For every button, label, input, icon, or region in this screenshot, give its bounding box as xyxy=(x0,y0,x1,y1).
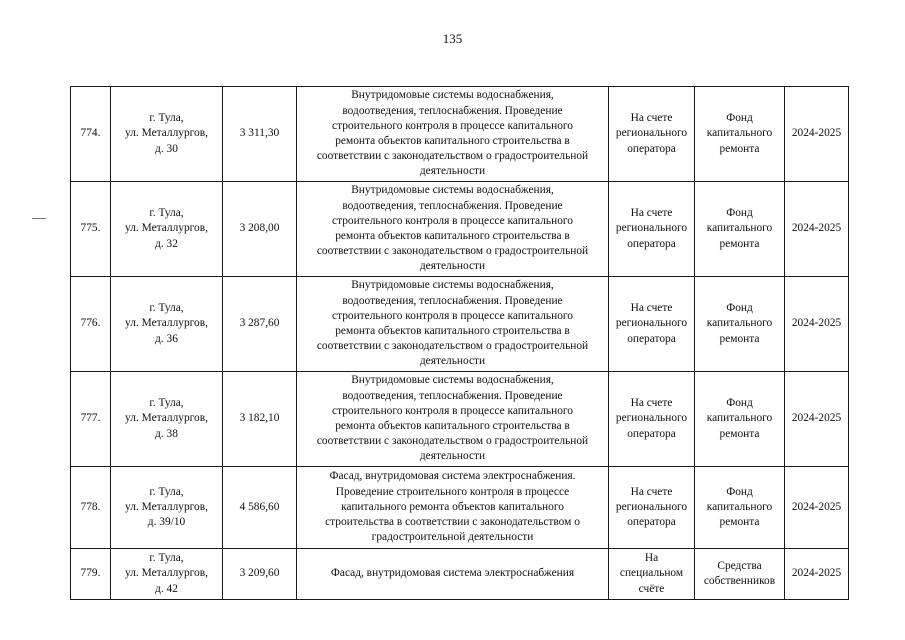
account-line: оператора xyxy=(627,516,676,529)
works-cell xyxy=(297,182,609,277)
works-line: Внутридомовые системы водоснабжения, xyxy=(351,89,554,102)
address-line: г. Тула, xyxy=(149,397,184,410)
account-cell xyxy=(609,372,695,467)
table-row xyxy=(71,277,849,372)
account-line: оператора xyxy=(627,142,676,155)
account-line: На счете xyxy=(630,207,673,220)
area-cell: 3 311,30 xyxy=(223,87,297,182)
address-cell xyxy=(111,549,223,600)
period-cell: 2024-2025 xyxy=(785,549,849,600)
row-number: 779. xyxy=(71,549,111,600)
capital-repair-table xyxy=(70,86,849,600)
address-line: г. Тула, xyxy=(149,552,184,565)
account-line: оператора xyxy=(627,427,676,440)
account-cell xyxy=(609,467,695,549)
period-cell: 2024-2025 xyxy=(785,182,849,277)
works-line: водоотведения, теплоснабжения. Проведение xyxy=(342,389,563,402)
account-cell xyxy=(609,549,695,600)
works-line: деятельности xyxy=(419,355,486,368)
address-line: д. 38 xyxy=(155,427,178,440)
works-line: соответствии с законодательством о градостроительной xyxy=(316,150,589,163)
period-cell: 2024-2025 xyxy=(785,467,849,549)
table-row xyxy=(71,87,849,182)
address-cell xyxy=(111,372,223,467)
works-line: ремонта объектов капитального строительства в xyxy=(335,230,570,242)
address-line: г. Тула, xyxy=(149,302,184,315)
row-number: 778. xyxy=(71,467,111,549)
source-line: Средства xyxy=(717,559,762,572)
works-line: Внутридомовые системы водоснабжения, xyxy=(351,279,554,292)
table-row xyxy=(71,372,849,467)
account-line: регионального xyxy=(615,127,688,140)
address-line: ул. Металлургов, xyxy=(125,500,208,513)
account-line: регионального xyxy=(615,500,688,513)
address-cell xyxy=(111,467,223,549)
source-line: ремонта xyxy=(719,332,760,345)
address-line: ул. Металлургов, xyxy=(125,127,208,140)
account-line: специальном xyxy=(619,567,684,580)
source-line: капитального xyxy=(706,500,773,513)
table-row xyxy=(71,549,849,600)
works-line: капитального ремонта объектов капитального xyxy=(341,500,564,513)
source-line: Фонд xyxy=(726,485,753,498)
works-line: деятельности xyxy=(419,260,486,273)
works-line: Внутридомовые системы водоснабжения, xyxy=(351,184,554,197)
works-line: водоотведения, теплоснабжения. Проведение xyxy=(342,294,563,307)
address-line: д. 32 xyxy=(155,237,178,250)
page-number: 135 xyxy=(442,31,463,46)
source-line: капитального xyxy=(706,412,773,425)
row-number: 776. xyxy=(71,277,111,372)
account-line: На счете xyxy=(630,112,673,125)
account-line: регионального xyxy=(615,222,688,235)
source-line: Фонд xyxy=(726,397,753,410)
works-line: градостроительной деятельности xyxy=(371,531,534,544)
source-cell xyxy=(695,277,785,372)
works-line: ремонта объектов капитального строительства в xyxy=(335,135,570,147)
address-line: д. 42 xyxy=(155,582,178,595)
works-line: соответствии с законодательством о градостроительной xyxy=(316,340,589,353)
source-line: ремонта xyxy=(719,237,760,250)
source-line: ремонта xyxy=(719,516,760,529)
period-cell: 2024-2025 xyxy=(785,277,849,372)
address-cell xyxy=(111,277,223,372)
account-line: счёте xyxy=(638,582,665,595)
works-line: строительства в соответствии с законодательством о xyxy=(325,516,580,529)
account-cell xyxy=(609,87,695,182)
works-cell xyxy=(297,467,609,549)
row-number: 774. xyxy=(71,87,111,182)
account-line: регионального xyxy=(615,317,688,330)
margin-mark xyxy=(32,218,46,219)
works-line: соответствии с законодательством о градостроительной xyxy=(316,435,589,448)
address-line: д. 39/10 xyxy=(147,516,186,529)
address-cell xyxy=(111,87,223,182)
table-body xyxy=(71,87,849,600)
address-line: г. Тула, xyxy=(149,485,184,498)
works-line: строительного контроля в процессе капитального xyxy=(332,119,573,132)
source-cell xyxy=(695,549,785,600)
source-cell xyxy=(695,372,785,467)
source-cell xyxy=(695,467,785,549)
address-line: д. 36 xyxy=(155,332,178,345)
source-cell xyxy=(695,182,785,277)
source-line: собственников xyxy=(703,575,776,587)
works-line: водоотведения, теплоснабжения. Проведение xyxy=(342,104,563,117)
address-line: ул. Металлургов, xyxy=(125,567,208,580)
source-line: ремонта xyxy=(719,142,760,155)
period-cell: 2024-2025 xyxy=(785,372,849,467)
works-line: Внутридомовые системы водоснабжения, xyxy=(351,374,554,387)
area-cell: 3 182,10 xyxy=(223,372,297,467)
works-line: деятельности xyxy=(419,450,486,463)
table-row xyxy=(71,467,849,549)
works-cell xyxy=(297,372,609,467)
address-line: ул. Металлургов, xyxy=(125,412,208,425)
account-line: На счете xyxy=(630,397,673,410)
address-line: ул. Металлургов, xyxy=(125,222,208,235)
area-cell: 3 208,00 xyxy=(223,182,297,277)
area-cell: 4 586,60 xyxy=(223,467,297,549)
account-line: регионального xyxy=(615,412,688,425)
works-line: деятельности xyxy=(419,165,486,178)
source-line: Фонд xyxy=(726,207,753,220)
source-line: ремонта xyxy=(719,427,760,440)
address-line: г. Тула, xyxy=(149,112,184,125)
source-cell xyxy=(695,87,785,182)
source-line: Фонд xyxy=(726,302,753,315)
works-line: строительного контроля в процессе капитального xyxy=(332,309,573,322)
source-line: капитального xyxy=(706,317,773,330)
works-line: Проведение строительного контроля в процессе xyxy=(335,485,570,498)
works-line: ремонта объектов капитального строительства в xyxy=(335,325,570,337)
works-line: Фасад, внутридомовая система электроснабжения xyxy=(330,567,575,580)
source-line: Фонд xyxy=(726,112,753,125)
account-cell xyxy=(609,182,695,277)
address-line: г. Тула, xyxy=(149,207,184,220)
area-cell: 3 287,60 xyxy=(223,277,297,372)
works-line: строительного контроля в процессе капитального xyxy=(332,404,573,417)
works-line: ремонта объектов капитального строительства в xyxy=(335,420,570,432)
area-cell: 3 209,60 xyxy=(223,549,297,600)
row-number: 777. xyxy=(71,372,111,467)
works-cell xyxy=(297,277,609,372)
row-number: 775. xyxy=(71,182,111,277)
account-line: оператора xyxy=(627,237,676,250)
account-line: На счете xyxy=(630,302,673,315)
account-cell xyxy=(609,277,695,372)
account-line: оператора xyxy=(627,332,676,345)
address-line: д. 30 xyxy=(155,142,178,155)
address-cell xyxy=(111,182,223,277)
address-line: ул. Металлургов, xyxy=(125,317,208,330)
works-line: строительного контроля в процессе капитального xyxy=(332,214,573,227)
account-line: На xyxy=(644,552,659,565)
table-row xyxy=(71,182,849,277)
source-line: капитального xyxy=(706,127,773,140)
works-line: водоотведения, теплоснабжения. Проведение xyxy=(342,199,563,212)
period-cell: 2024-2025 xyxy=(785,87,849,182)
works-line: соответствии с законодательством о градостроительной xyxy=(316,245,589,258)
account-line: На счете xyxy=(630,485,673,498)
works-cell xyxy=(297,87,609,182)
works-cell xyxy=(297,549,609,600)
works-line: Фасад, внутридомовая система электроснабжения. xyxy=(329,470,576,483)
source-line: капитального xyxy=(706,222,773,235)
